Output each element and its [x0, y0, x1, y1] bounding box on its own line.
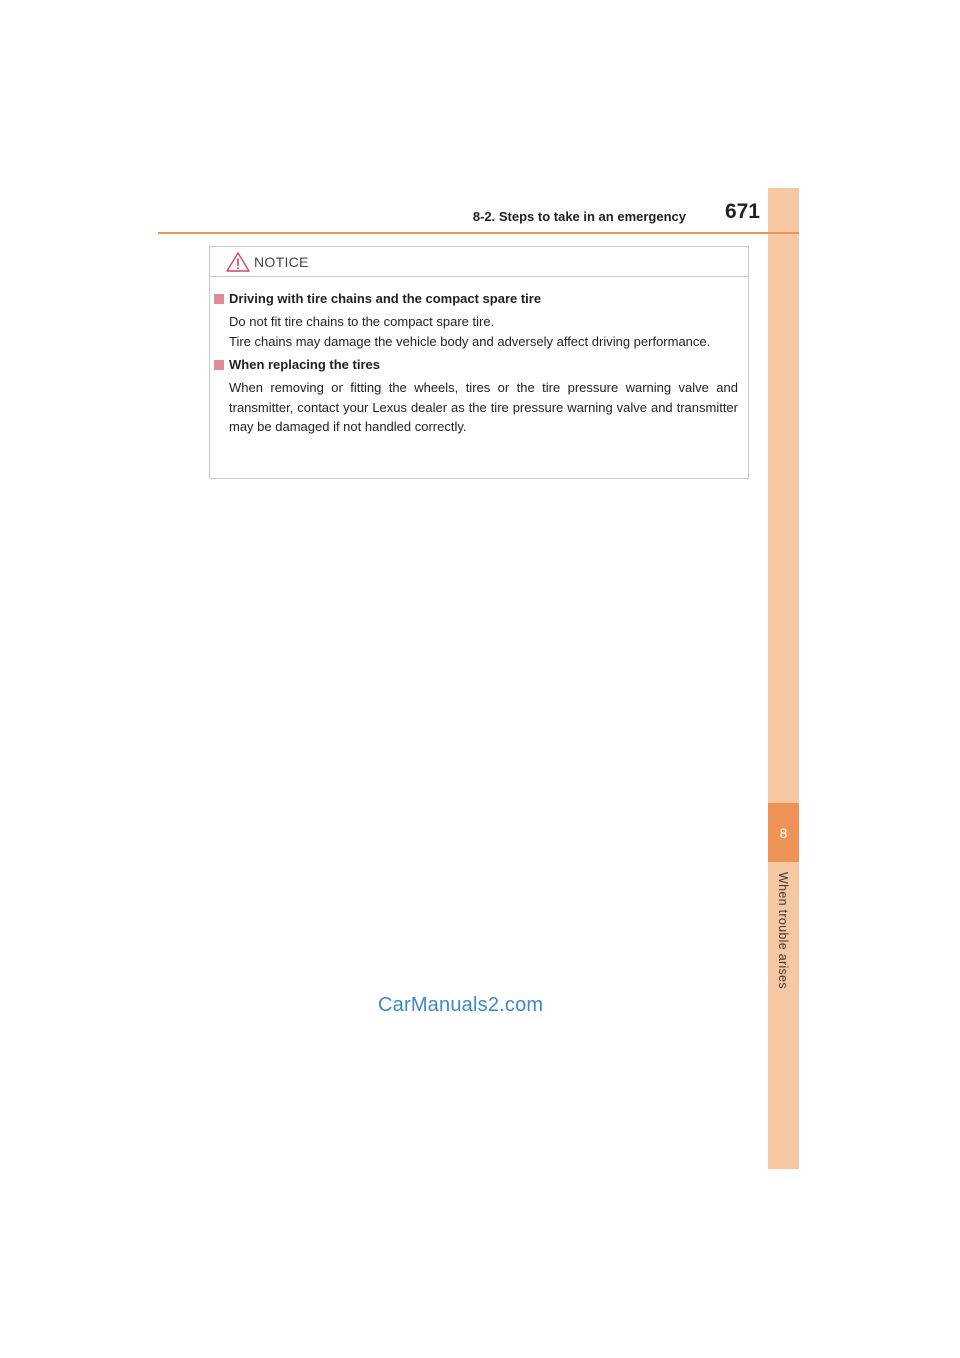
square-bullet-icon	[214, 360, 224, 370]
notice-body	[210, 277, 748, 437]
chapter-side-tab	[768, 188, 799, 1169]
notice-paragraph: Do not fit tire chains to the compact spare tire.	[229, 314, 495, 329]
notice-item-text	[229, 378, 738, 437]
notice-paragraph: When removing or fitting the wheels, tires or the tire pressure warning valve and transmitter, contact your Lexus dealer as the tire pressure warning valve and transmitter may be damaged if not handled correctly.	[229, 380, 738, 435]
notice-item	[214, 289, 738, 351]
notice-header	[210, 247, 748, 277]
notice-paragraph: Tire chains may damage the vehicle body and adversely affect driving performance.	[229, 333, 711, 349]
square-bullet-icon	[214, 294, 224, 304]
chapter-title: When trouble arises	[776, 872, 790, 989]
header-divider	[158, 232, 799, 234]
notice-label: NOTICE	[254, 253, 309, 270]
section-title: 8-2. Steps to take in an emergency	[472, 209, 686, 224]
notice-item	[214, 355, 738, 437]
notice-item-heading-text: Driving with tire chains and the compact spare tire	[229, 291, 542, 306]
page-number: 671	[724, 200, 760, 223]
chapter-number: 8	[768, 803, 799, 862]
notice-item-heading	[214, 289, 738, 309]
notice-box	[209, 246, 749, 479]
watermark-link[interactable]: CarManuals2.com	[378, 994, 544, 1016]
warning-triangle-icon	[225, 251, 251, 273]
notice-item-heading	[214, 355, 738, 375]
notice-item-text	[229, 312, 738, 351]
notice-item-heading-text: When replacing the tires	[229, 357, 380, 373]
